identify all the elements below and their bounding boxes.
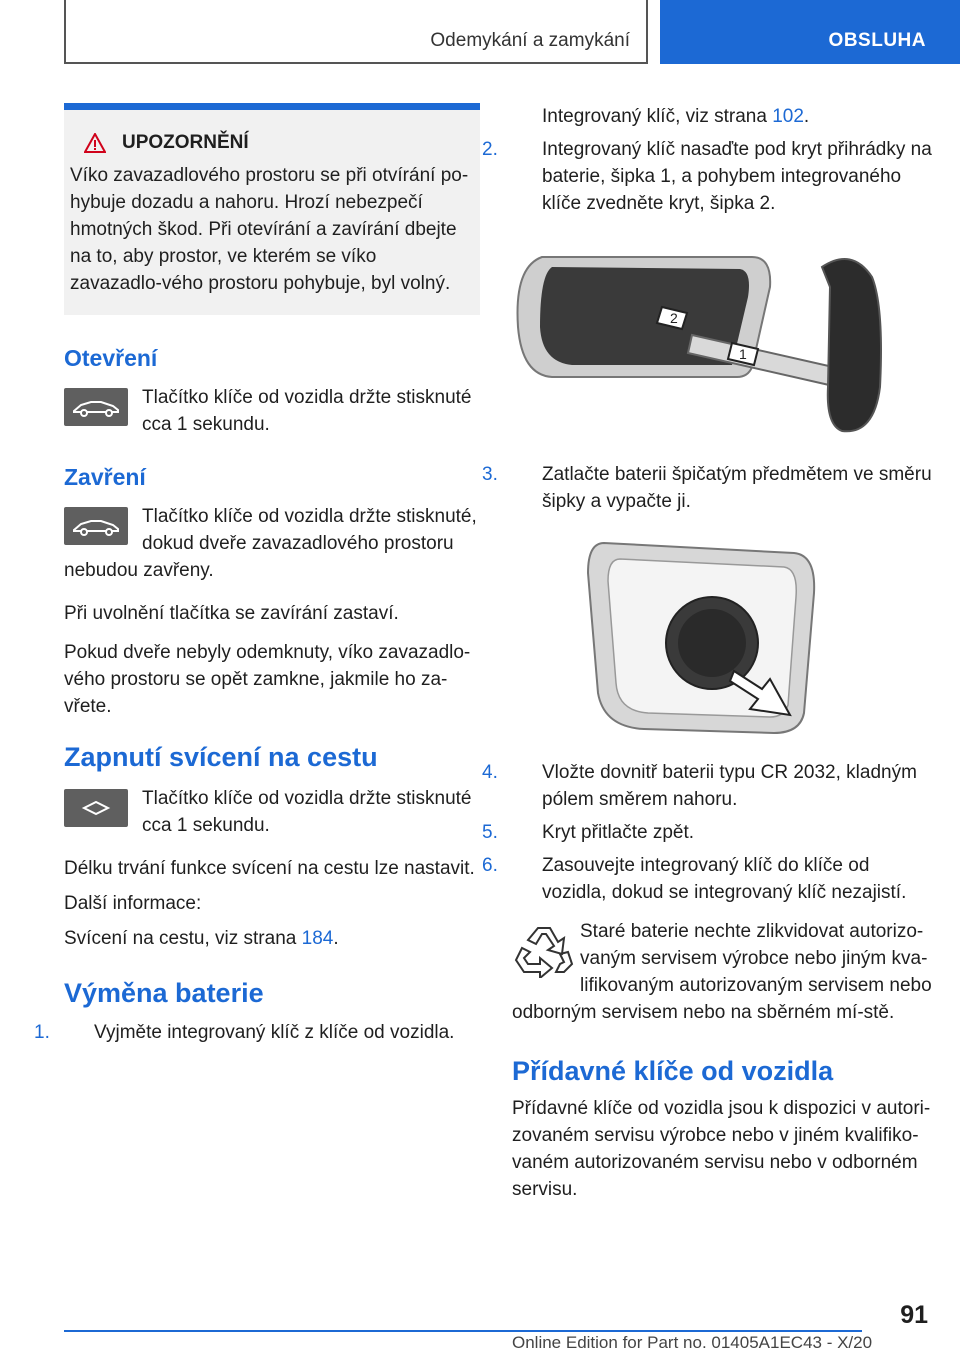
warning-heading — [84, 132, 470, 154]
light-paragraph-3: Svícení na cestu, viz strana 184. — [64, 928, 339, 949]
header-box — [64, 0, 648, 64]
chapter-tab[interactable] — [660, 0, 960, 64]
right-column — [482, 103, 932, 1203]
warning-title: UPOZORNĚNÍ — [122, 132, 249, 153]
page-link-102[interactable]: 102 — [772, 106, 804, 127]
opening-key-row — [64, 384, 480, 438]
svg-text:1: 1 — [739, 346, 747, 362]
opening-text: Tlačítko klíče od vozidla držte stisknuté cca 1 sekundu. — [142, 387, 472, 435]
list-item: 5. Kryt přitlačte zpět. — [482, 822, 695, 843]
extra-keys-heading: Přídavné klíče od vozidla — [512, 1056, 834, 1086]
battery-heading: Výměna baterie — [64, 978, 264, 1008]
light-text: Tlačítko klíče od vozidla držte stisknuté cca 1 sekundu. — [142, 788, 472, 836]
warning-text: Víko zavazadlového prostoru se při otvírání po-hybuje dozadu a nahoru. Hrozí nebezpečí hmotných škod. Při otevírání a zavírání dbejte na to, aby prostor, ve kterém se víko zavazadlo-vého prostoru pohybuje, byl volný. — [70, 165, 469, 294]
svg-text:2: 2 — [670, 310, 678, 326]
list-item: Integrovaný klíč, viz strana 102. — [542, 106, 810, 127]
closing-heading: Zavření — [64, 464, 146, 490]
page-link-184[interactable]: 184 — [301, 928, 334, 949]
battery-steps-right-3 — [482, 759, 932, 906]
list-item: 3. Zatlačte baterii špičatým předmětem ve směru šipky a vypačte ji. — [482, 464, 932, 512]
recycle-text: Staré baterie nechte zlikvidovat autorizo-vaným servisem výrobce nebo jiným kva-lifikovaným autorizovaným servisem nebo odborným servisem nebo na sběrném mí-stě. — [512, 921, 932, 1023]
light-key-row — [64, 785, 480, 839]
light-paragraph-2: Další informace: — [64, 893, 202, 914]
closing-paragraph-2: Pokud dveře nebyly odemknuty, víko zavazadlo-vého prostoru se opět zamkne, jakmile ho za-vřete. — [64, 642, 471, 717]
section-title: Odemykání a zamykání — [430, 30, 630, 51]
list-item: 4. Vložte dovnitř baterii typu CR 2032, kladným pólem směrem nahoru. — [482, 762, 917, 810]
warning-triangle-icon — [84, 133, 106, 153]
battery-removal-illustration — [512, 533, 932, 743]
closing-paragraph-1: Při uvolnění tlačítka se zavírání zastaví. — [64, 603, 399, 624]
list-item: 1. Vyjměte integrovaný klíč z klíče od vozidla. — [34, 1022, 455, 1043]
recycle-note — [512, 918, 932, 1026]
extra-keys-text: Přídavné klíče od vozidla jsou k dispozici v autori-zovaném servisu výrobce nebo v jiném kvalifiko-vaném autorizovaném servisu nebo v odborném servisu. — [512, 1098, 931, 1200]
light-paragraph-1: Délku trvání funkce svícení na cestu lze nastavit. — [64, 858, 475, 879]
page-number: 91 — [900, 1301, 928, 1329]
light-diamond-icon — [64, 789, 128, 827]
trunk-car-icon — [64, 507, 128, 545]
closing-text: Tlačítko klíče od vozidla držte stisknuté, dokud dveře zavazadlového prostoru nebudou zavřeny. — [64, 506, 477, 581]
battery-steps-right — [482, 103, 932, 217]
closing-key-row — [64, 503, 480, 584]
battery-steps-left — [34, 1019, 480, 1046]
key-open-illustration — [512, 247, 932, 447]
list-item: 6. Zasouvejte integrovaný klíč do klíče od vozidla, dokud se integrovaný klíč nezajistí. — [482, 855, 907, 903]
left-column — [34, 103, 480, 1052]
opening-heading: Otevření — [64, 345, 158, 371]
chapter-tab-label: OBSLUHA — [828, 30, 926, 51]
trunk-car-icon — [64, 388, 128, 426]
footer-edition: Online Edition for Part no. 01405A1EC43 - X/20 — [512, 1333, 873, 1352]
recycle-icon — [512, 922, 576, 978]
light-heading: Zapnutí svícení na cestu — [64, 742, 378, 772]
warning-box — [64, 103, 480, 315]
battery-steps-right-2 — [482, 461, 932, 515]
footer-divider — [64, 1330, 862, 1332]
list-item: 2. Integrovaný klíč nasaďte pod kryt přihrádky na baterie, šipka 1, a pohybem integrovaného klíče zvedněte kryt, šipka 2. — [482, 139, 932, 214]
